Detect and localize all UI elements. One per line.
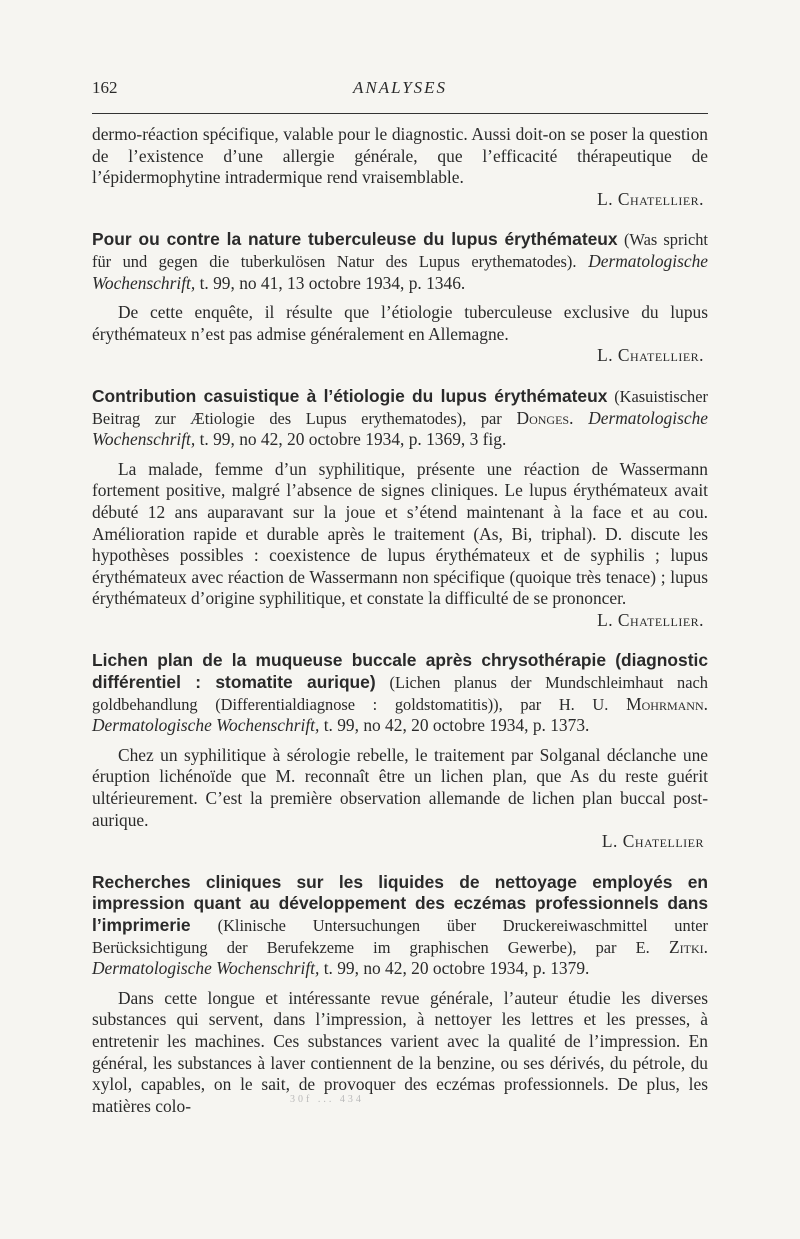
- article-signature: L. Chatellier.: [597, 345, 704, 366]
- article-body: Dans cette longue et intéressante revue générale, l’auteur étudie les diverses substances qui servent, dans l’impression, à nettoyer les lettres et les presses, à entretenir les machines. Ces substances varient avec la qualité de l’impression. En général, les substances à laver contiennent de la benzine, ou ses dérivés, du pétrole, du xylol, capables, on le sait, de provoquer des eczémas professionnels. De plus, les matières colo-: [92, 987, 708, 1116]
- article-4: [92, 872, 708, 1118]
- article-author: Donges.: [516, 407, 574, 428]
- article-signature: L. Chatellier.: [597, 609, 704, 630]
- article-heading: [92, 229, 708, 294]
- article-journal: Dermatologische Wochenschrift,: [92, 250, 708, 293]
- article-title: Recherches cliniques sur les liquides de nettoyage employés en impression quant au développement des eczémas professionnels dans l’imprimerie: [92, 871, 708, 935]
- page-header: [92, 78, 708, 102]
- article-meta: (Was spricht für und gegen die tuberkulösen Natur des Lupus erythematodes).: [92, 230, 708, 271]
- article-ref: t. 99, no 41, 13 octobre 1934, p. 1346.: [199, 272, 466, 293]
- article-journal: Dermatologische Wochenschrift,: [92, 407, 708, 450]
- article-meta: (Kasuistischer Beitrag zur Ætiologie des Lupus erythematodes), par: [92, 386, 708, 428]
- article-journal: Dermatologische Wochenschrift,: [92, 715, 320, 736]
- article-title: Lichen plan de la muqueuse buccale après chrysothérapie (diagnostic différentiel : stomatite aurique): [92, 650, 708, 693]
- article-journal: Dermatologische Wochenschrift,: [92, 958, 320, 979]
- article-body: La malade, femme d’un syphilitique, présente une réaction de Wassermann fortement positive, malgré l’absence de signes cliniques. Le lupus érythémateux avait débuté 12 ans auparavant sur la joue et s’étend maintenant à la face et au cou. Amélioration rapide et durable après le traitement (As, Bi, triphal). D. discute les hypothèses possibles : coexistence de lupus érythémateux et de syphilis ; lupus érythémateux avec réaction de Wassermann non spécifique (quoique très tenace) ; lupus érythémateux d’origine syphilitique, et constate la difficulté de se prononcer.: [92, 458, 708, 609]
- article-author: Zitki.: [669, 936, 708, 957]
- article-2: [92, 386, 708, 632]
- article-ref: t. 99, no 42, 20 octobre 1934, p. 1379.: [323, 958, 590, 979]
- spacer: [92, 451, 708, 459]
- article-3: [92, 650, 708, 852]
- article-1: [92, 229, 708, 367]
- article-signature: L. Chatellier: [601, 831, 704, 852]
- article-heading: [92, 872, 708, 980]
- article-ref: t. 99, no 42, 20 octobre 1934, p. 1369, 3 fig.: [199, 429, 507, 450]
- article-meta: (Klinische Untersuchungen über Druckereiwaschmittel unter Berücksichtigung der Berufekzeme im graphischen Gewerbe), par E.: [92, 916, 708, 957]
- spacer: [92, 294, 708, 302]
- article-heading: [92, 386, 708, 451]
- spacer: [92, 737, 708, 745]
- article-heading: [92, 650, 708, 736]
- article-body: De cette enquête, il résulte que l’étiologie tuberculeuse exclusive du lupus érythémateux n’est pas admise généralement en Allemagne.: [92, 302, 708, 344]
- intro-paragraph: dermo-réaction spécifique, valable pour le diagnostic. Aussi doit-on se poser la question de l’existence d’une allergie générale, que l’efficacité thérapeutique de l’épidermophytine intradermique rend vraisemblable.: [92, 124, 708, 188]
- running-title: ANALYSES: [352, 78, 448, 97]
- article-body: Chez un syphilitique à sérologie rebelle, le traitement par Solganal déclanche une éruption lichénoïde que M. reconnaît être un lichen plan, que As du reste guérit ultérieurement. C’est la première observation allemande de lichen plan buccal post-aurique.: [92, 744, 708, 830]
- page-number: 162: [92, 78, 118, 97]
- spacer: [92, 980, 708, 988]
- article-ref: t. 99, no 42, 20 octobre 1934, p. 1373.: [323, 715, 590, 736]
- article-meta: (Lichen planus der Mundschleimhaut nach goldbehandlung (Differentialdiagnose : goldstomatitis)), par H. U.: [92, 673, 708, 714]
- page-footer-marks: 30f ... 434: [290, 1094, 364, 1105]
- page-content: [92, 124, 708, 1117]
- intro-signature: L. Chatellier.: [597, 188, 704, 209]
- article-title: Pour ou contre la nature tuberculeuse du lupus érythémateux: [92, 229, 618, 250]
- article-title: Contribution casuistique à l’étiologie du lupus érythémateux: [92, 385, 608, 406]
- header-rule: [92, 113, 708, 114]
- article-author: Mohrmann.: [626, 693, 708, 714]
